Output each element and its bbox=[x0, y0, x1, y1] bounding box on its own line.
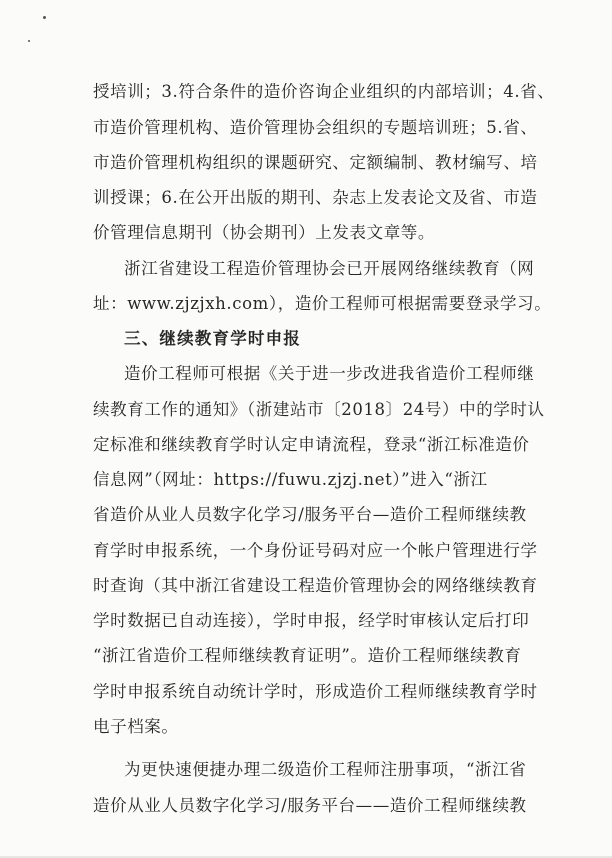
paragraph-line: 育学时申报系统，一个身份证号码对应一个帐户管理进行学 bbox=[93, 541, 538, 560]
scan-speck bbox=[43, 16, 46, 19]
paragraph-line: 址：www.zjzjxh.com），造价工程师可根据需要登录学习。 bbox=[93, 294, 552, 313]
paragraph-line: 造价从业人员数字化学习/服务平台——造价工程师继续教 bbox=[93, 796, 527, 815]
paragraph-line: 价管理信息期刊（协会期刊）上发表文章等。 bbox=[93, 223, 435, 242]
paragraph-line: 市造价管理机构、造价管理协会组织的专题培训班；5.省、 bbox=[93, 118, 538, 137]
paragraph-line: 授培训；3.符合条件的造价咨询企业组织的内部培训；4.省、 bbox=[93, 82, 555, 101]
paragraph-line: 市造价管理机构组织的课题研究、定额编制、教材编写、培 bbox=[93, 153, 538, 172]
paragraph-line: 为更快速便捷办理二级造价工程师注册事项，“浙江省 bbox=[124, 760, 527, 779]
paragraph-line: 定标准和继续教育学时认定申请流程，登录“浙江标准造价 bbox=[93, 435, 530, 454]
paragraph-line: 省造价从业人员数字化学习/服务平台—造价工程师继续教 bbox=[93, 505, 527, 524]
paragraph-line: 训授课；6.在公开出版的期刊、杂志上发表论文及省、市造 bbox=[93, 188, 538, 207]
paragraph-line: 学时数据已自动连接），学时申报，经学时审核认定后打印 bbox=[93, 611, 530, 630]
paragraph-line: 时查询（其中浙江省建设工程造价管理协会的网络继续教育 bbox=[93, 576, 538, 595]
paragraph-line: 信息网”（网址：https://fuwu.zjzj.net）”进入“浙江 bbox=[93, 470, 488, 489]
paragraph-line: 电子档案。 bbox=[93, 717, 179, 736]
paragraph-line: 学时申报系统自动统计学时，形成造价工程师继续教育学时 bbox=[93, 682, 538, 701]
scan-speck bbox=[28, 40, 30, 42]
paragraph-line: 浙江省建设工程造价管理协会已开展网络继续教育（网 bbox=[124, 259, 535, 278]
section-heading: 三、继续教育学时申报 bbox=[124, 329, 301, 348]
paragraph-line: 造价工程师可根据《关于进一步改进我省造价工程师继 bbox=[124, 364, 535, 383]
paragraph-line: “浙江省造价工程师继续教育证明”。造价工程师继续教育 bbox=[93, 646, 522, 665]
paragraph-line: 续教育工作的通知》（浙建站市〔2018〕24号）中的学时认 bbox=[93, 400, 545, 419]
